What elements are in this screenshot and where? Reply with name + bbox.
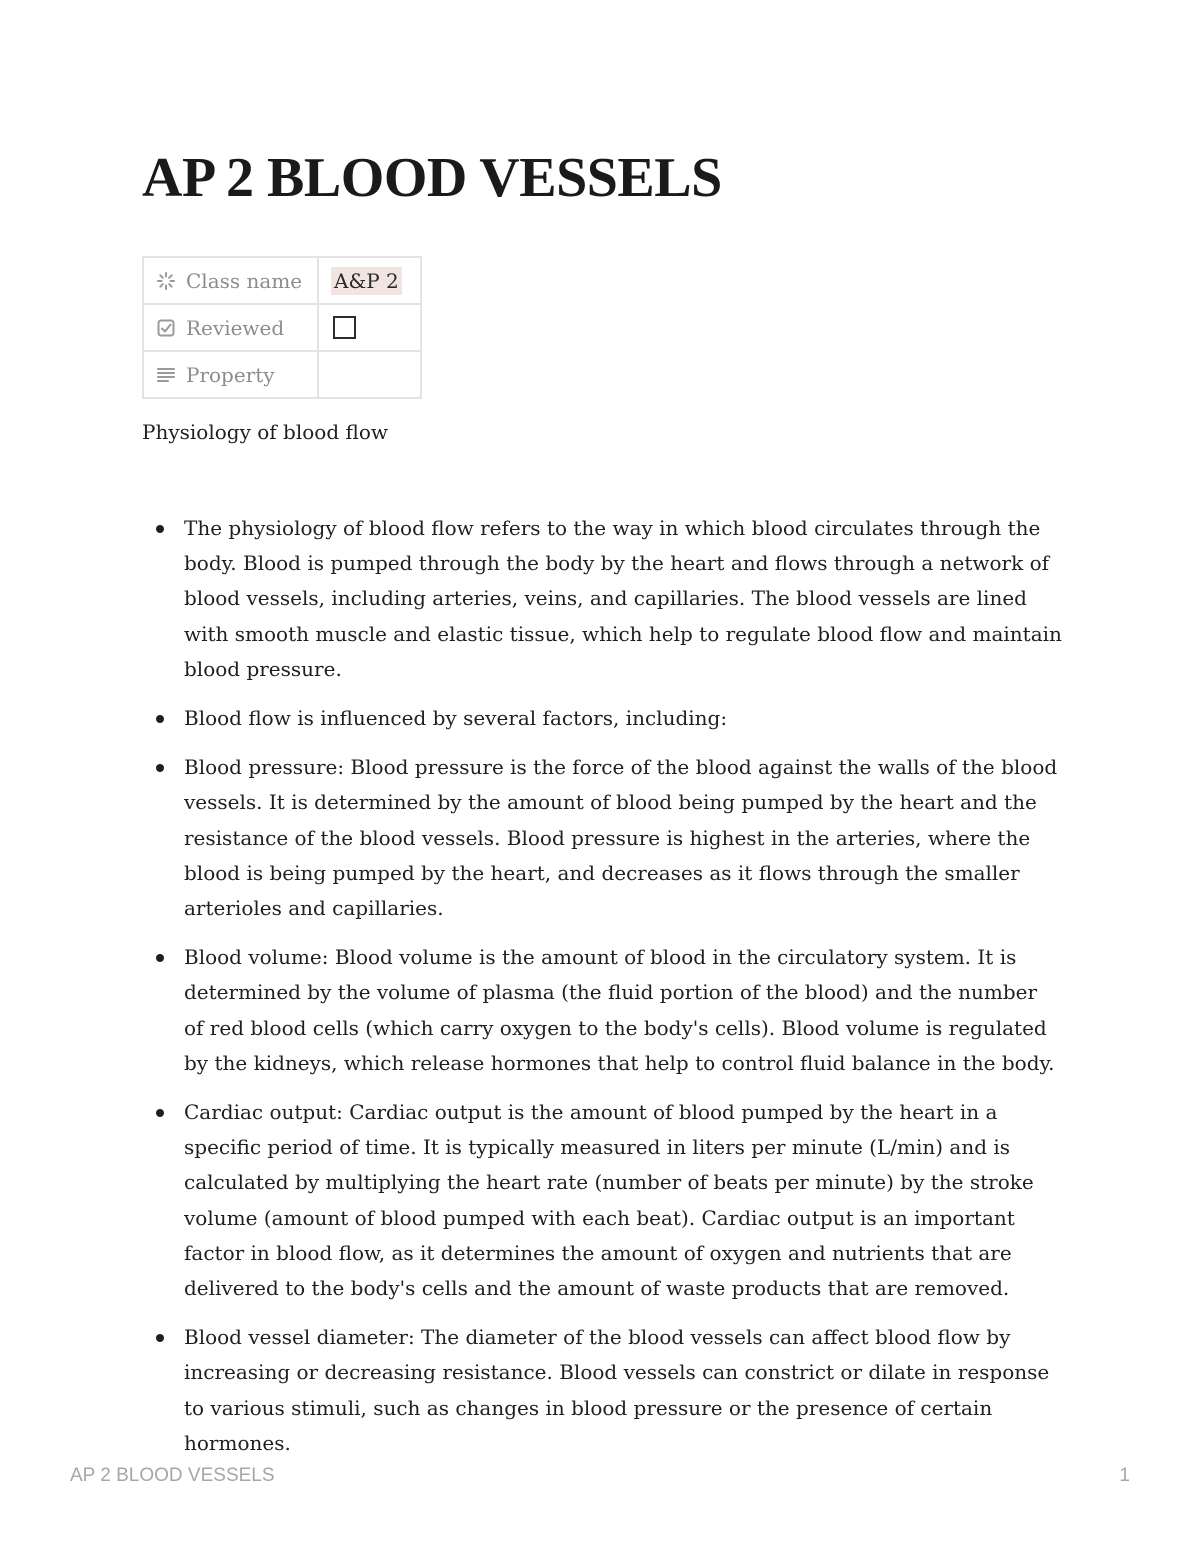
list-item-text: Blood vessel diameter: The diameter of the blood vessels can affect blood flow by increasing or decreasing resistance. Blood vessels can constrict or dilate in response to various stimuli, such as changes in blood pressure or the presence of certain hormones.	[184, 1325, 1050, 1455]
list-item	[142, 701, 1062, 736]
reviewed-checkbox[interactable]	[333, 316, 356, 339]
property-key-label: Property	[186, 362, 275, 387]
property-key-cell[interactable]	[143, 257, 318, 304]
text-lines-icon	[156, 365, 176, 385]
property-key-label: Class name	[186, 268, 303, 293]
footer-page-number: 1	[1119, 1465, 1130, 1486]
list-item-text: Blood flow is influenced by several factors, including:	[184, 706, 728, 731]
list-item	[142, 750, 1062, 926]
bullet-dot-icon	[156, 1334, 164, 1342]
property-key-label: Reviewed	[186, 315, 285, 340]
list-item-text: The physiology of blood flow refers to the way in which blood circulates through the body. Blood is pumped through the body by the heart and flows through a network of blood vessels, including arteries, veins, and capillaries. The blood vessels are lined with smooth muscle and elastic tissue, which help to regulate blood flow and maintain blood pressure.	[184, 516, 1062, 681]
bullet-dot-icon	[156, 764, 164, 772]
property-row-class-name	[143, 257, 421, 304]
property-key-cell[interactable]	[143, 351, 318, 398]
footer-title: AP 2 BLOOD VESSELS	[70, 1465, 275, 1486]
list-item	[142, 1095, 1062, 1306]
properties-table	[142, 256, 422, 399]
loading-spinner-icon	[156, 271, 176, 291]
property-value-cell[interactable]	[318, 257, 421, 304]
property-row-reviewed	[143, 304, 421, 351]
bullet-list	[142, 511, 1062, 1475]
list-item	[142, 511, 1062, 687]
property-value-cell[interactable]	[318, 351, 421, 398]
list-item	[142, 1320, 1062, 1461]
bullet-dot-icon	[156, 525, 164, 533]
list-item-text: Blood pressure: Blood pressure is the force of the blood against the walls of the blood vessels. It is determined by the amount of blood being pumped by the heart and the resistance of the blood vessels. Blood pressure is highest in the arteries, where the blood is being pumped by the heart, and decreases as it flows through the smaller arterioles and capillaries.	[184, 755, 1058, 921]
bullet-dot-icon	[156, 954, 164, 962]
property-key-cell[interactable]	[143, 304, 318, 351]
list-item	[142, 940, 1062, 1081]
list-item-text: Cardiac output: Cardiac output is the amount of blood pumped by the heart in a specific period of time. It is typically measured in liters per minute (L/min) and is calculated by multiplying the heart rate (number of beats per minute) by the stroke volume (amount of blood pumped with each beat). Cardiac output is an important factor in blood flow, as it determines the amount of oxygen and nutrients that are delivered to the body's cells and the amount of waste products that are removed.	[184, 1100, 1034, 1301]
checkbox-icon	[156, 318, 176, 338]
bullet-dot-icon	[156, 715, 164, 723]
property-value-cell[interactable]	[318, 304, 421, 351]
property-row-property	[143, 351, 421, 398]
class-name-tag[interactable]: A&P 2	[331, 267, 402, 295]
page-title: AP 2 BLOOD VESSELS	[142, 147, 722, 209]
section-heading: Physiology of blood flow	[142, 420, 388, 444]
list-item-text: Blood volume: Blood volume is the amount of blood in the circulatory system. It is determined by the volume of plasma (the fluid portion of the blood) and the number of red blood cells (which carry oxygen to the body's cells). Blood volume is regulated by the kidneys, which release hormones that help to control fluid balance in the body.	[184, 945, 1055, 1075]
bullet-dot-icon	[156, 1109, 164, 1117]
